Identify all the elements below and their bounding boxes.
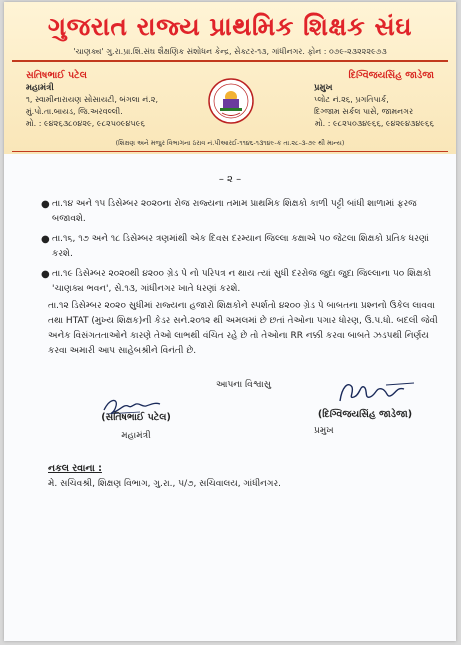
right-officer-name: દિગ્વિજયસિંહ જાડેજા: [348, 70, 434, 81]
left-officer-block: [26, 70, 186, 130]
left-signatory-name: (સતિષભાઈ પટેલ): [101, 412, 171, 423]
left-officer-name: સતિષભાઈ પટેલ: [26, 70, 87, 81]
page-number: – ૨ –: [218, 174, 242, 185]
letter-page: [4, 2, 456, 641]
right-officer-address-1: પ્લોટ નં.૨૬, પ્રગતિપાર્ક,: [314, 95, 389, 104]
right-officer-role: પ્રમુખ: [314, 83, 333, 93]
left-officer-role: મહામંત્રી: [26, 83, 54, 93]
left-officer-mobile: મો. : ૯૪૨૬૩૮૦૪૨૯, ૯૮૨૫૦૯૪૫૯૬: [26, 119, 145, 128]
demand-points: [41, 197, 440, 302]
left-officer-address-1: ૧, સ્વામીનારાયણ સોસાયટી, બંગલા નં.૨,: [26, 95, 158, 104]
right-signatory-role: પ્રમુખ: [314, 426, 334, 436]
header-bottom-divider: [12, 151, 448, 152]
right-officer-mobile: મો. : ૯૮૨૫૦૩૪૯૬૬, ૯૪૨૯૪૩૪૯૬૬: [314, 119, 434, 128]
recognition-note: (શિક્ષણ અને મજુર વિભાગના ઠરાવ નં.પીઆરઈ-૧૧૪૬-૧૩૧૪૯-ક તા.૨૮-૩-૭૯ થી માન્ય): [115, 139, 345, 147]
left-officer-address-2: મું.પો.તા.બાયડ, જિ.અરવલ્લી.: [26, 107, 123, 116]
left-signatory-role: મહામંત્રી: [121, 431, 151, 441]
bullet-icon: ●: [41, 234, 50, 245]
association-logo-icon: [208, 78, 254, 124]
copy-to-heading: નકલ રવાના :: [48, 463, 102, 474]
right-signatory: [300, 395, 430, 436]
right-signatory-name: (દિગ્વિજયસિંહ જાડેજા): [317, 409, 413, 420]
right-officer-block: [274, 70, 434, 130]
list-item: ● તા.૧૪ અને ૧૫ ડિસેમ્બર ૨૦૨૦ના રોજ રાજ્યના તમામ પ્રાથમિક શિક્ષકો કાળી પટ્ટી બાંધી શાળામાં ફરજ બજાવશે.: [41, 199, 417, 224]
list-item: ● તા.૧૯ ડિસેમ્બર ૨૦૨૦થી ૪૨૦૦ ગ્રેડ પે નો પરિપત્ર ન થાય ત્યાં સુધી દરરોજ જુદા જુદા જિલ્લાના ૫૦ શિક્ષકો 'ચાણક્ય ભવન', સે.૧૩, ગાંધીનગર ખાતે ધરણાં કરશે.: [41, 269, 432, 294]
bullet-icon: ●: [41, 199, 50, 210]
copy-to-recipient: મે. સચિવશ્રી, શિક્ષણ વિભાગ, ગુ.રા., ૫/૭, સચિવાલય, ગાંધીનગર.: [48, 479, 281, 489]
bullet-icon: ●: [41, 269, 50, 280]
closing-line: આપના વિશ્વાસુ: [216, 380, 271, 390]
letterhead: [4, 2, 456, 154]
list-item: ● તા.૧૬, ૧૭ અને ૧૮ ડિસેમ્બર ત્રણમાંથી એક દિવસ દરમ્યાન જિલ્લા કક્ષાએ ૫૦ જેટલા શિક્ષકો પ્રતિક ધરણાં કરશે.: [41, 234, 429, 259]
organization-name: ગુજરાત રાજ્ય પ્રાથમિક શિક્ષક સંઘ: [47, 12, 413, 41]
right-officer-address-2: દિગ્જામ સર્કલ પાસે, જામનગર: [314, 107, 414, 116]
header-divider: [12, 60, 448, 62]
request-paragraph: તા.૧૨ ડિસેમ્બર ૨૦૨૦ સુધીમાં રાજ્યના હજારો શિક્ષકોને સ્પર્શતો ૪૨૦૦ ગ્રેડ પે બાબતના પ્રશ્નનો ઉકેલ લાવવા તથા HTAT (મુખ્ય શિક્ષક)ની કેડર સને.૨૦૧૨ થી અમલમાં છે છતાં તેઓના પગાર ધોરણ, ઉ.પ.ધો. બદલી જેવી અનેક વિસંગતતાઓને કારણે તેઓ લાભથી વંચિત રહે છે તો તેઓના RR નક્કી કરવા બાબતે ઝડપથી નિર્ણય કરવા અમારી આપ સાહેબશ્રીને વિનંતી છે.: [48, 301, 438, 356]
organization-address: 'ચાણક્ય' ગુ.રા.પ્રા.શિ.સંઘ શૈક્ષણિક સંશોધન કેન્દ્ર, સેક્ટર-૧૩, ગાંધીનગર. ફોન : ૦૭૯-૨૩૨૨૨૯૭૩: [73, 47, 387, 56]
left-signatory: [76, 410, 196, 441]
